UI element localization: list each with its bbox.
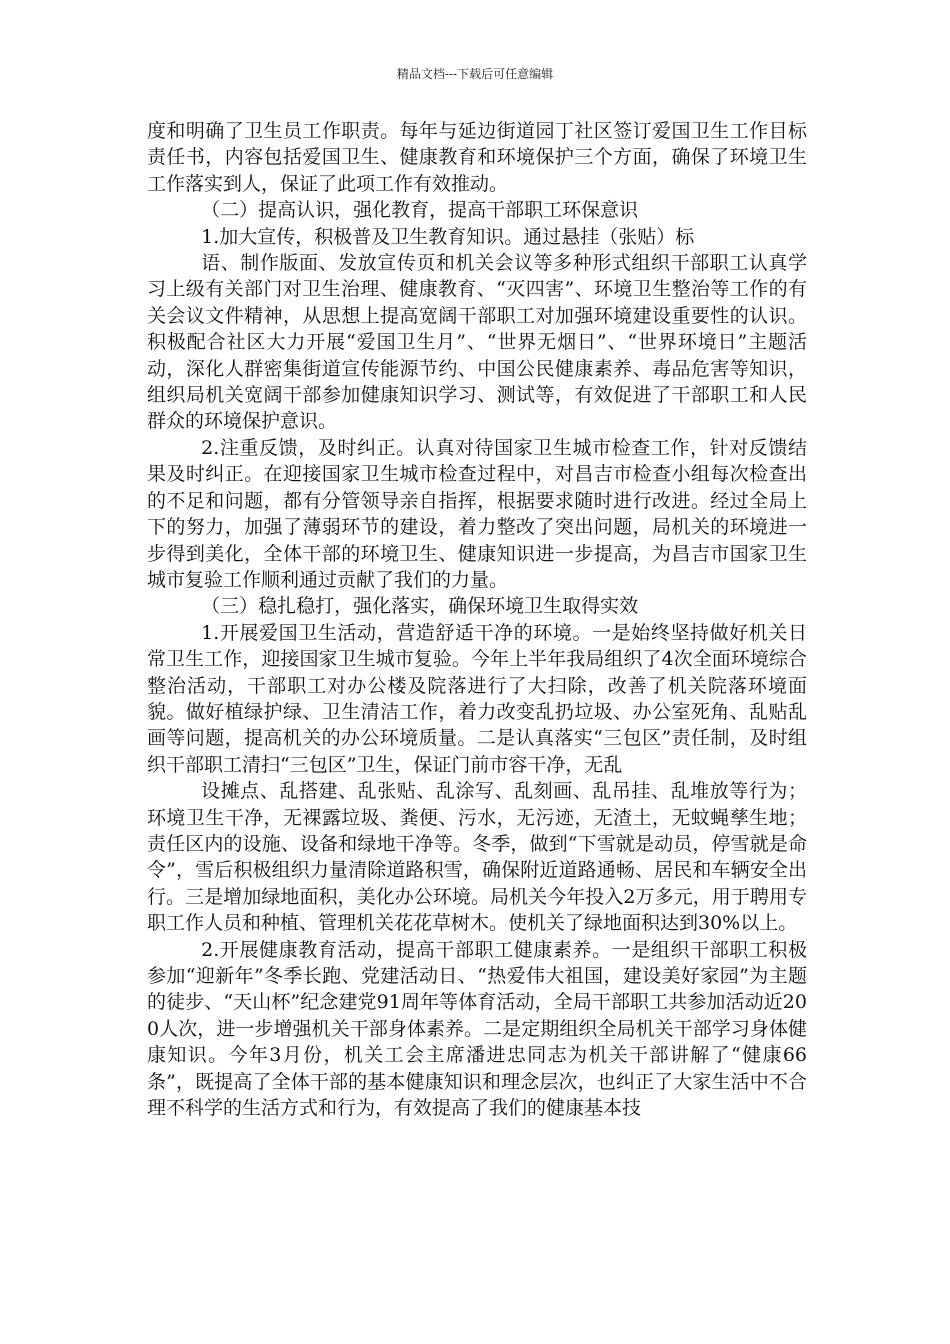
paragraph-4: 语、制作版面、发放宣传页和机关会议等多种形式组织干部职工认真学习上级有关部门对卫生治理、健康教育、“灭四害”、环境卫生整治等工作的有关会议文件精神，从思想上提高宽阔干部职工对加强环境建设重要性的认识。积极配合社区大力开展“爱国卫生月”、“世界无烟日”、“世界环境日”主题活动，深化人群密集街道宣传能源节约、中国公民健康素养、毒品危害等知识，组织局机关宽阔干部参加健康知识学习、测试等，有效促进了干部职工和人民群众的环境保护意识。: [147, 252, 807, 433]
document-body: [147, 118, 807, 1121]
paragraph-5: 2.注重反馈，及时纠正。认真对待国家卫生城市检查工作，针对反馈结果及时纠正。在迎接国家卫生城市检查过程中，对昌吉市检查小组每次检查出的不足和问题，都有分管领导亲自指挥，根据要求随时进行改进。经过全局上下的努力，加强了薄弱环节的建设，着力整改了突出问题，局机关的环境进一步得到美化，全体干部的环境卫生、健康知识进一步提高，为昌吉市国家卫生城市复验工作顺利通过贡献了我们的力量。: [147, 436, 807, 591]
section-heading-3: （三）稳扎稳打，强化落实，确保环境卫生取得实效: [201, 595, 639, 618]
section-heading-2: （二）提高认识，强化教育，提高干部职工环保意识: [201, 199, 639, 222]
paragraph-7: 1.开展爱国卫生活动，营造舒适干净的环境。一是始终坚持做好机关日常卫生工作，迎接国家卫生城市复验。今年上半年我局组织了4次全面环境综合整治活动，干部职工对办公楼及院落进行了大扫除，改善了机关院落环境面貌。做好植绿护绿、卫生清洁工作，着力改变乱扔垃圾、办公室死角、乱贴乱画等问题，提高机关的办公环境质量。二是认真落实“三包区”责任制，及时组织干部职工清扫“三包区”卫生，保证门前市容干净，无乱: [147, 621, 807, 776]
paragraph-1: 度和明确了卫生员工作职责。每年与延边街道园丁社区签订爱国卫生工作目标责任书，内容包括爱国卫生、健康教育和环境保护三个方面，确保了环境卫生工作落实到人，保证了此项工作有效推动。: [147, 120, 807, 195]
paragraph-8: 设摊点、乱搭建、乱张贴、乱涂写、乱刻画、乱吊挂、乱堆放等行为；环境卫生干净，无裸露垃圾、粪便、污水，无污迹，无渣土，无蚊蝇孳生地；责任区内的设施、设备和绿地干净等。冬季，做到“下雪就是动员，停雪就是命令”，雪后积极组织力量清除道路积雪，确保附近道路通畅、居民和车辆安全出行。三是增加绿地面积，美化办公环境。局机关今年投入2万多元，用于聘用专职工作人员和种植、管理机关花花草树木。使机关了绿地面积达到30%以上。: [147, 780, 807, 935]
page-header-note: 精品文档---下载后可任意编辑: [396, 67, 554, 81]
paragraph-9: 2.开展健康教育活动，提高干部职工健康素养。一是组织干部职工积极参加“迎新年”冬季长跑、党建活动日、“热爱伟大祖国，建设美好家园”为主题的徒步、“天山杯”纪念建党91周年等体育活动，全局干部职工共参加活动近200人次，进一步增强机关干部身体素养。二是定期组织全局机关干部学习身体健康知识。今年3月份，机关工会主席潘进忠同志为机关干部讲解了“健康66条”，既提高了全体干部的基本健康知识和理念层次，也纠正了大家生活中不合理不科学的生活方式和行为，有效提高了我们的健康基本技: [147, 938, 807, 1120]
paragraph-3: 1.加大宣传，积极普及卫生教育知识。通过悬挂（张贴）标: [201, 225, 695, 248]
